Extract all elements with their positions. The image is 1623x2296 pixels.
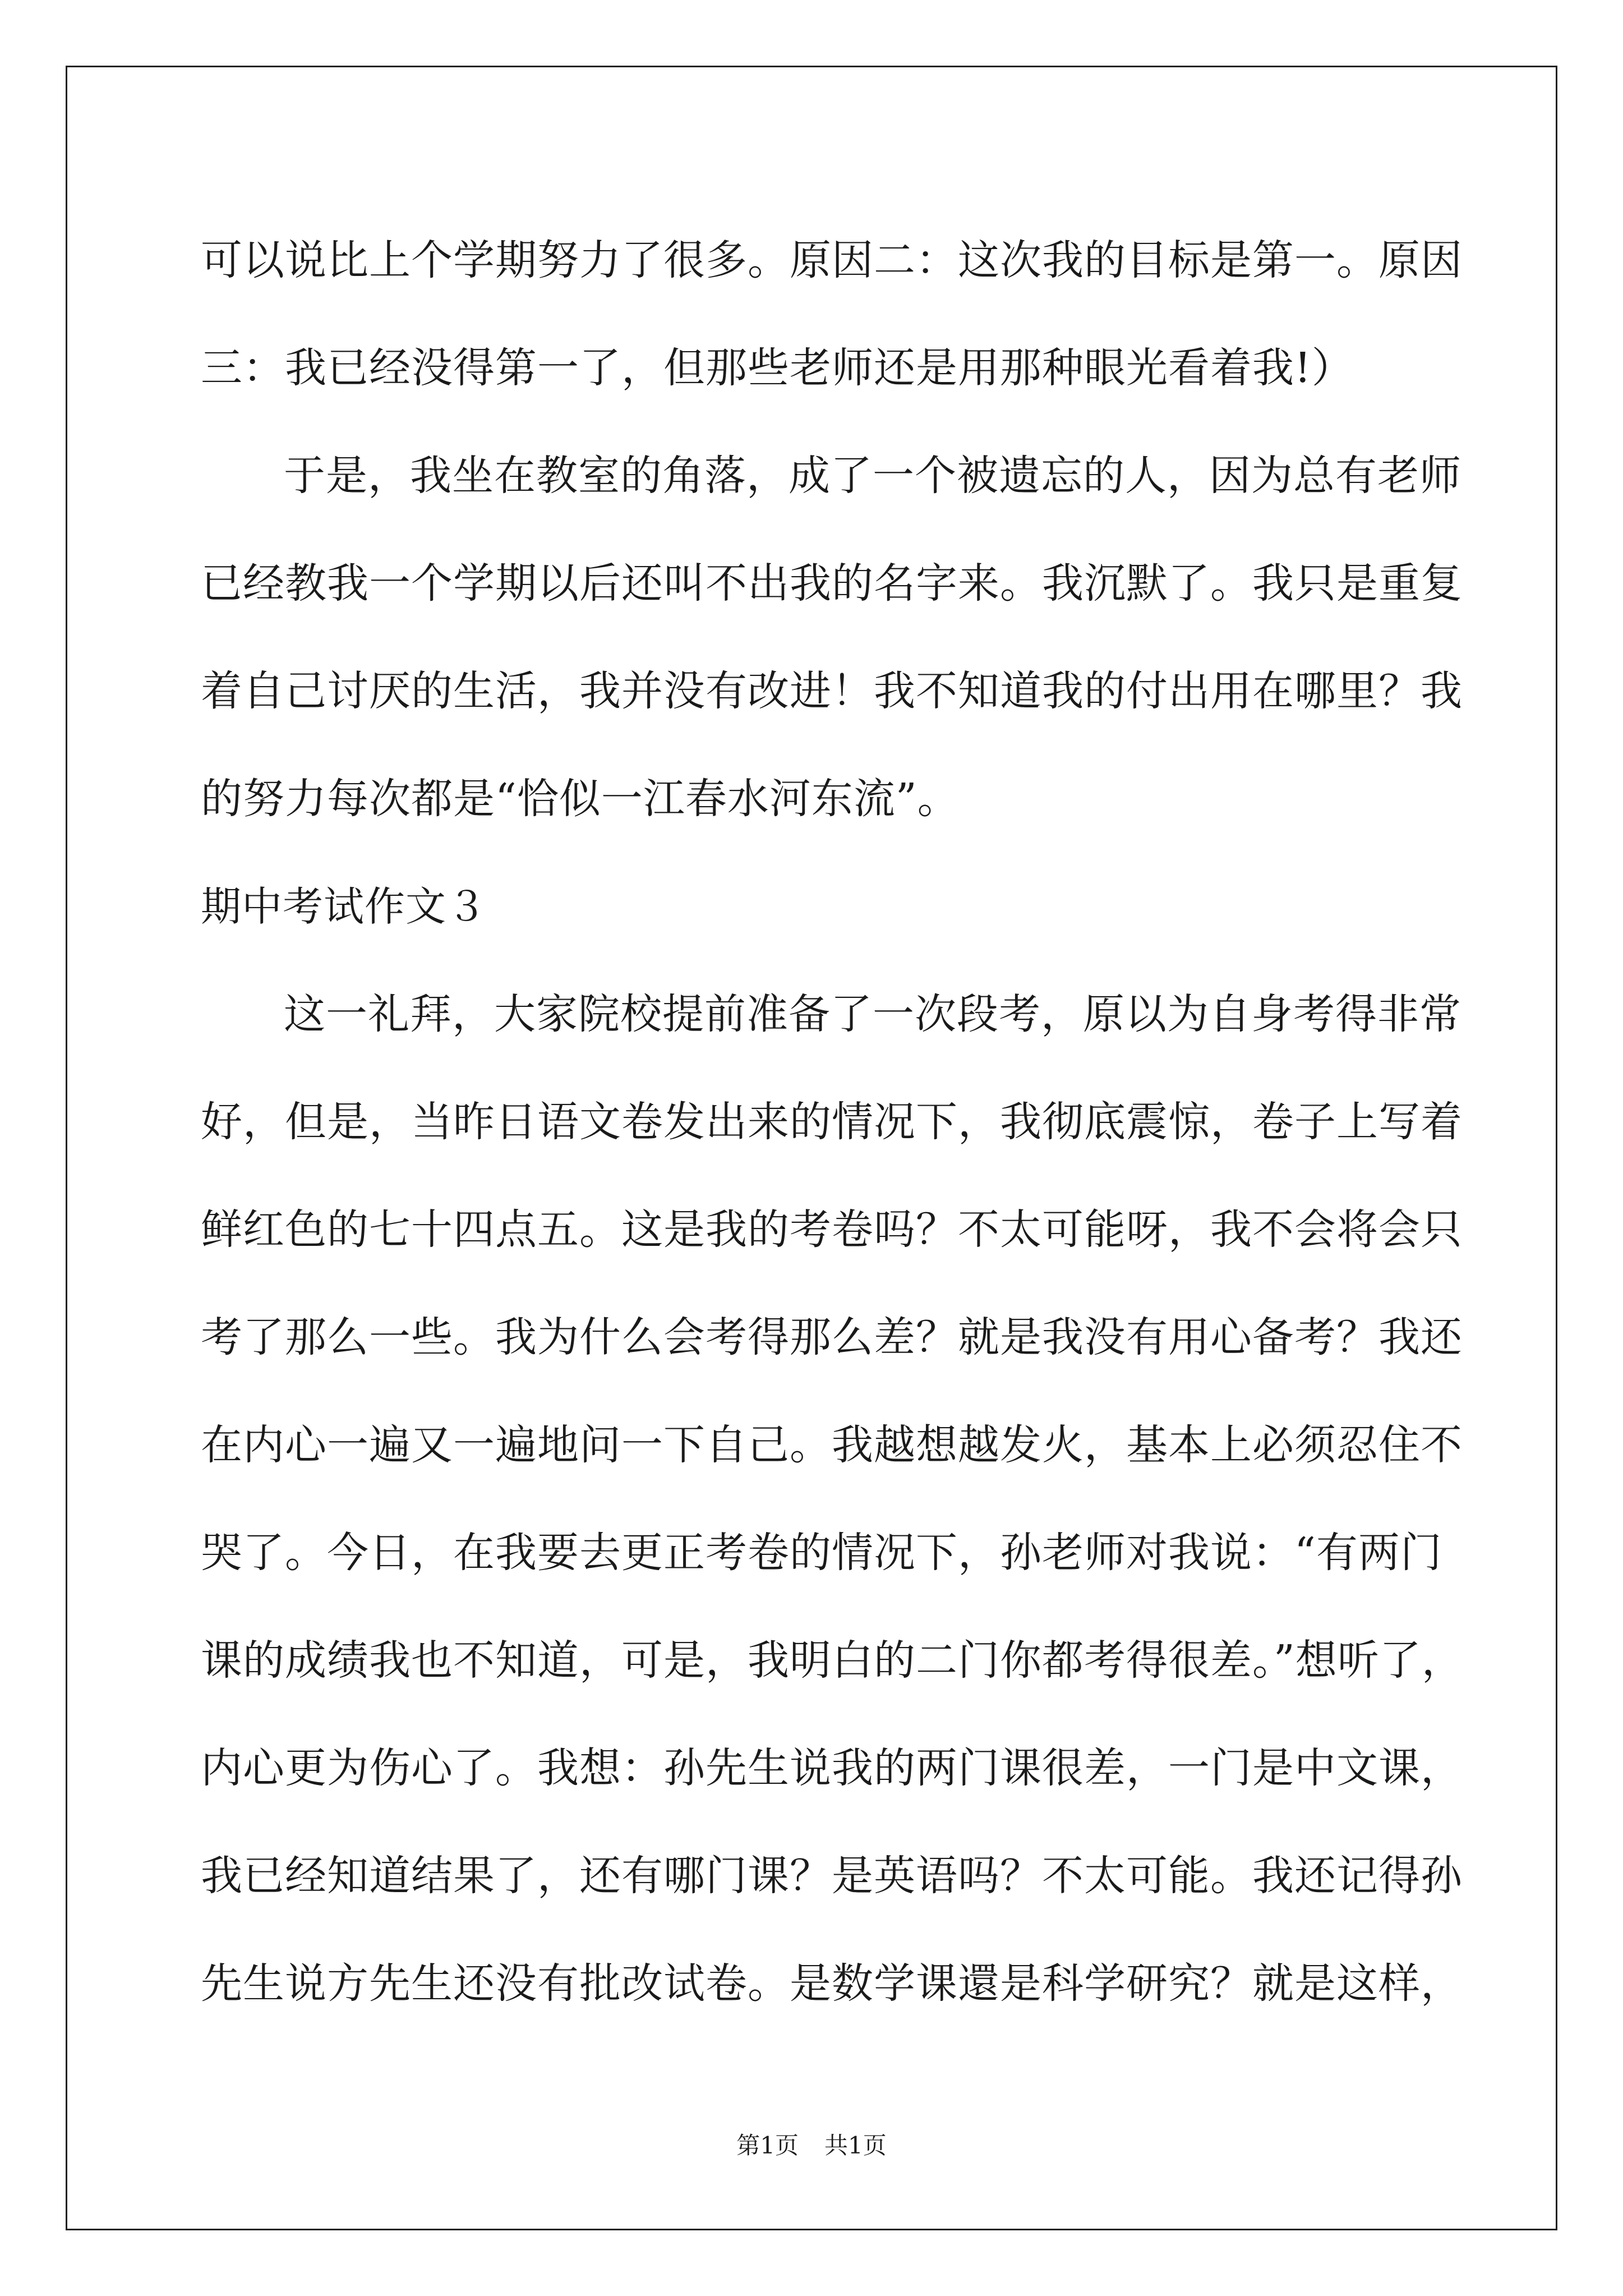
text-line: 在内心一遍又一遍地问一下自己。我越想越发火，基本上必须忍住不 bbox=[201, 1421, 1463, 1469]
text-line: 可以说比上个学期努力了很多。原因二：这次我的目标是第一。原因 bbox=[201, 236, 1463, 284]
page-number: 第1页 bbox=[736, 2132, 799, 2159]
text-line: 着自己讨厌的生活，我并没有改进！我不知道我的付出用在哪里？我 bbox=[201, 667, 1463, 715]
page-total: 共1页 bbox=[824, 2132, 887, 2159]
paragraph-start-line: 这一礼拜，大家院校提前准备了一次段考，原以为自身考得非常 bbox=[284, 990, 1461, 1038]
text-line: 内心更为伤心了。我想：孙先生说我的两门课很差，一门是中文课， bbox=[201, 1744, 1463, 1792]
page-footer bbox=[0, 2129, 1623, 2162]
text-line: 先生说方先生还没有批改试卷。是数学课還是科学研究？就是这样， bbox=[201, 1959, 1463, 2008]
paragraph-start-line: 于是，我坐在教室的角落，成了一个被遗忘的人，因为总有老师 bbox=[284, 452, 1461, 500]
text-line: 哭了。今日，在我要去更正考卷的情况下，孙老师对我说：“有两门 bbox=[201, 1529, 1442, 1577]
section-heading: 期中考试作文３ bbox=[201, 883, 488, 930]
text-line: 已经教我一个学期以后还叫不出我的名字来。我沉默了。我只是重复 bbox=[201, 559, 1463, 608]
text-line: 考了那么一些。我为什么会考得那么差？就是我没有用心备考？我还 bbox=[201, 1313, 1463, 1361]
text-line: 鲜红色的七十四点五。这是我的考卷吗？不太可能呀，我不会将会只 bbox=[201, 1205, 1463, 1254]
text-line: 的努力每次都是“恰似一江春水河东流”。 bbox=[201, 775, 960, 823]
text-line: 好，但是，当昨日语文卷发出来的情况下，我彻底震惊，卷子上写着 bbox=[201, 1098, 1463, 1146]
document-body bbox=[201, 206, 1464, 2037]
text-line: 三：我已经没得第一了，但那些老师还是用那种眼光看着我!） bbox=[201, 344, 1354, 392]
text-line: 课的成绩我也不知道，可是，我明白的二门你都考得很差。”想听了， bbox=[201, 1636, 1464, 1685]
text-line: 我已经知道结果了，还有哪门课？是英语吗？不太可能。我还记得孙 bbox=[201, 1852, 1463, 1900]
